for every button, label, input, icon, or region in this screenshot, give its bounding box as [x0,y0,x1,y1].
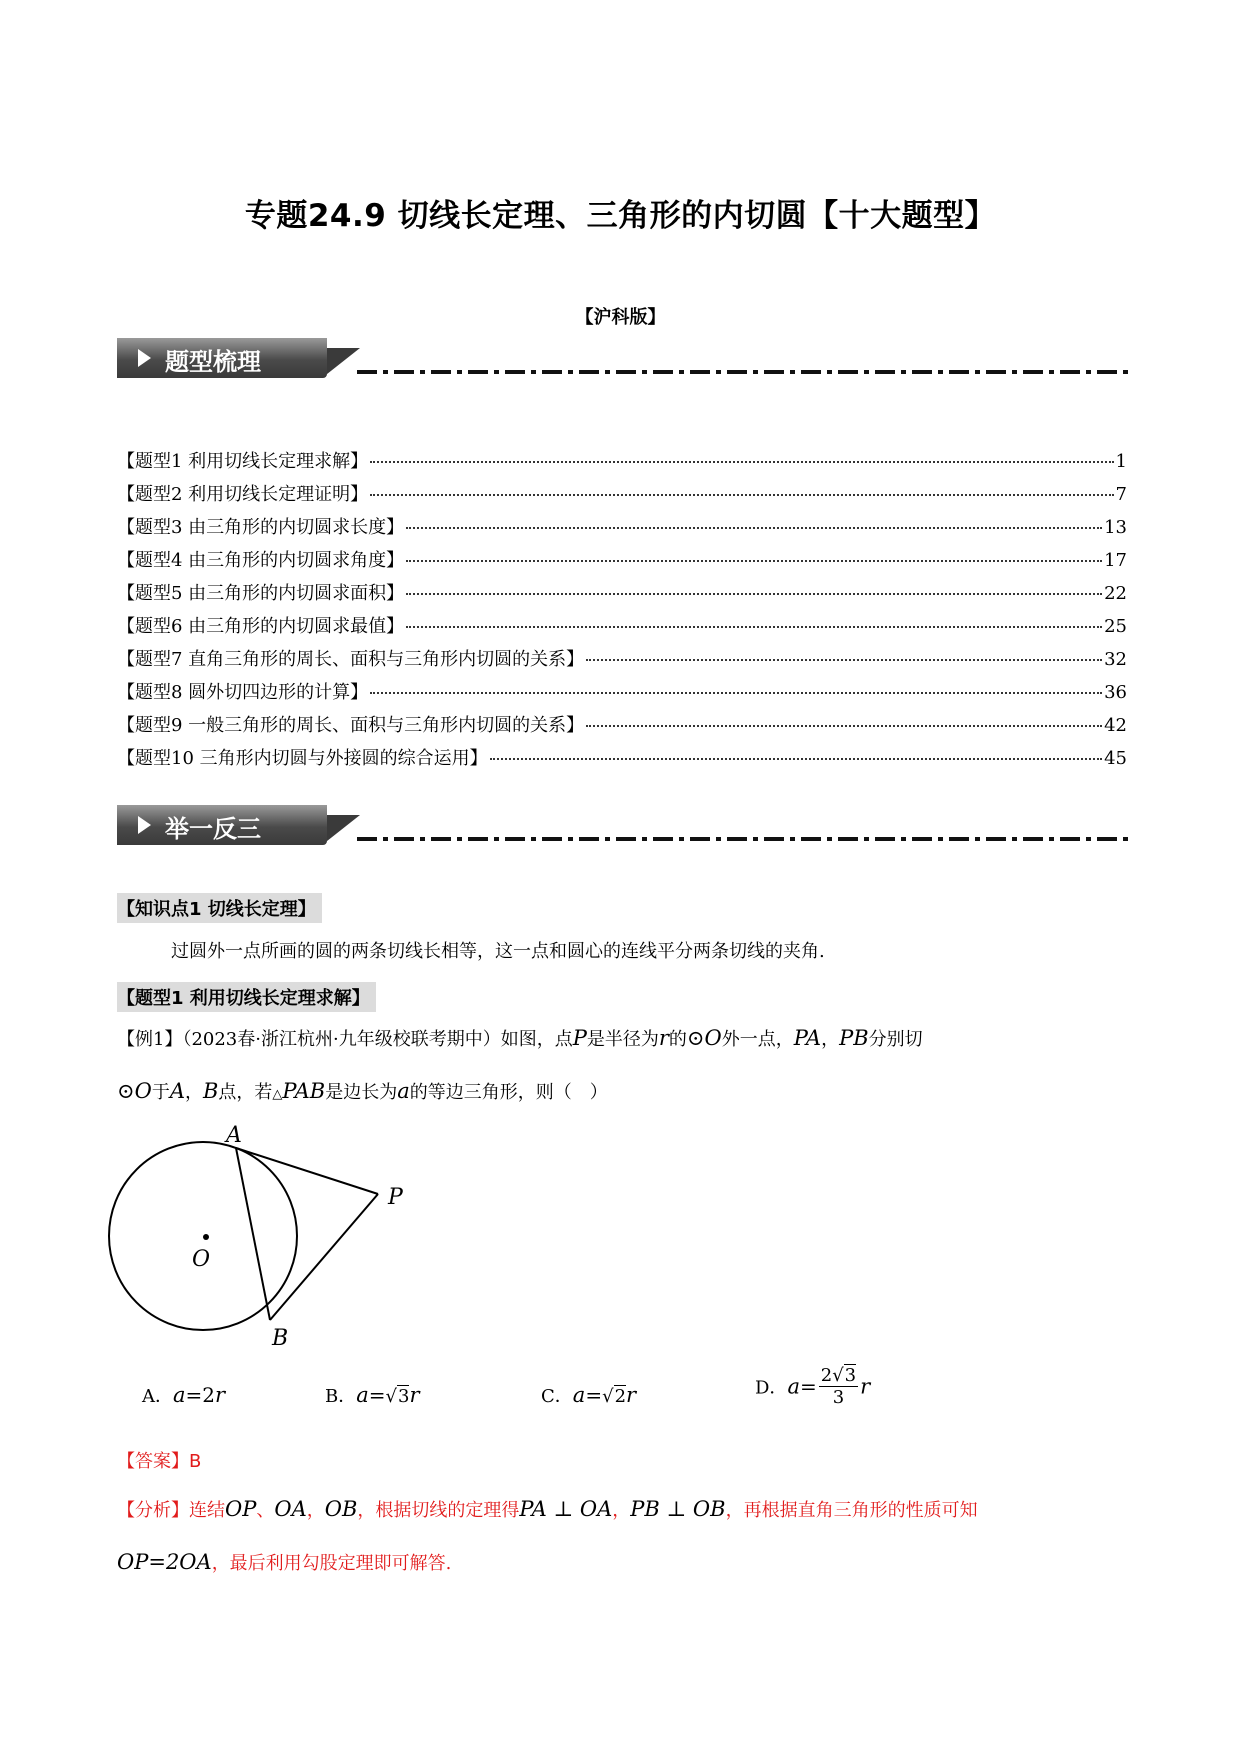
label-p: P [388,1185,403,1210]
toc-entry-3[interactable]: 【题型3 由三角形的内切圆求长度】 13 [117,517,1127,538]
option-c[interactable]: C．a=√2r [541,1383,637,1407]
practice-section-banner [117,805,1127,853]
toc-entry-10[interactable]: 【题型10 三角形内切圆与外接圆的综合运用】 45 [117,748,1127,769]
circle-tangent-figure [108,1112,428,1352]
toc-entry-5[interactable]: 【题型5 由三角形的内切圆求面积】 22 [117,583,1127,604]
toc-entry-2[interactable]: 【题型2 利用切线长定理证明】 7 [117,484,1127,505]
toc-banner-label: 题型梳理 [165,348,261,376]
option-d[interactable]: D．a= $\frac{2√3}{3}$ r [755,1365,871,1408]
document-title: 专题24.9 切线长定理、三角形的内切圆【十大题型】 [244,198,997,234]
label-a: A [226,1123,242,1148]
dash-divider [357,370,1129,374]
circle-o [109,1142,297,1330]
toc-section-banner [117,338,1127,386]
play-triangle-icon [138,816,151,834]
knowledge-point-text: 过圆外一点所画的圆的两条切线长相等，这一点和圆心的连线平分两条切线的夹角. [171,941,825,962]
toc-entry-7[interactable]: 【题型7 直角三角形的周长、面积与三角形内切圆的关系】 32 [117,649,1127,670]
play-triangle-icon [138,349,151,367]
question-type-heading: 【题型1 利用切线长定理求解】 [117,982,376,1012]
label-o: O [192,1247,211,1272]
answer-line: 【答案】B [117,1451,202,1472]
toc-entry-6[interactable]: 【题型6 由三角形的内切圆求最值】 25 [117,616,1127,637]
analysis-line1: 【分析】连结OP、OA，OB，根据切线的定理得PA ⊥ OA，PB ⊥ OB，再根据直角三角形的性质可知 [117,1497,978,1521]
analysis-line2: OP=2OA，最后利用勾股定理即可解答. [117,1550,452,1574]
knowledge-point-heading: 【知识点1 切线长定理】 [117,893,322,923]
chord-ab [236,1148,270,1320]
option-a[interactable]: A．a=2r [142,1383,226,1407]
toc-entry-1[interactable]: 【题型1 利用切线长定理求解】 1 [117,451,1127,472]
tangent-pb [270,1194,378,1320]
example-question-line1: 【例1】（2023春·浙江杭州·九年级校联考期中）如图，点P是半径为r的⊙O外一点，PA，PB分别切 [117,1026,923,1050]
toc-entry-9[interactable]: 【题型9 一般三角形的周长、面积与三角形内切圆的关系】 42 [117,715,1127,736]
tangent-pa [236,1148,378,1194]
option-b[interactable]: B．a=√3r [325,1383,420,1407]
edition-label: 【沪科版】 [575,307,666,328]
toc-entry-8[interactable]: 【题型8 圆外切四边形的计算】 36 [117,682,1127,703]
dash-divider [357,837,1129,841]
toc-entry-4[interactable]: 【题型4 由三角形的内切圆求角度】 17 [117,550,1127,571]
center-point [203,1234,209,1240]
table-of-contents [117,447,1127,777]
label-b: B [272,1326,289,1351]
practice-banner-label: 举一反三 [165,815,261,843]
example-question-line2: ⊙O于A，B点，若△PAB是边长为a的等边三角形，则（ ） [117,1079,608,1103]
